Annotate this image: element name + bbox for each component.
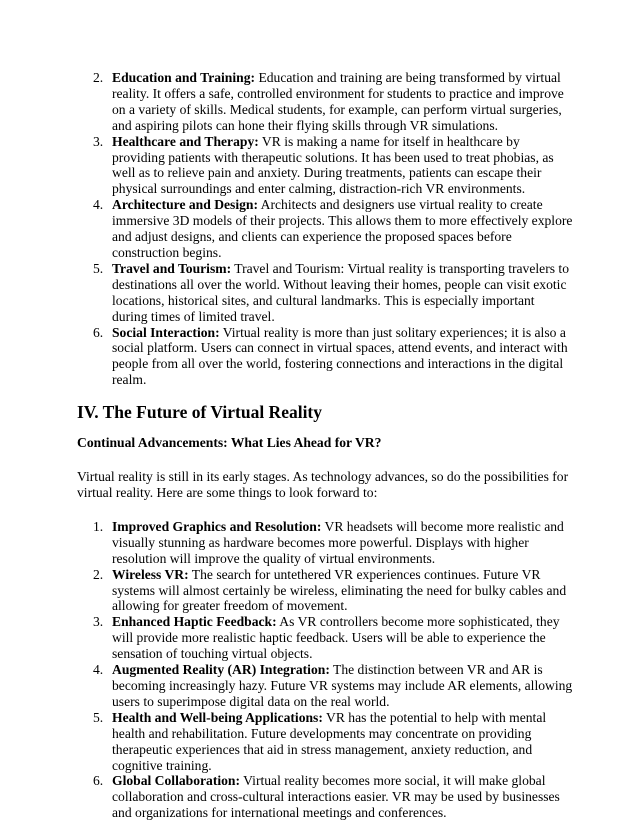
list-item-title: Wireless VR: [112, 566, 189, 582]
list-number: 3. [93, 614, 104, 630]
list-item-text: Virtual reality is more than just solitary experiences; it is also a social platform. Users can connect in virtual spaces, attend events, and interact with people from all over the world, fostering connections and interactions in the digital realm. [112, 324, 568, 388]
list-item-title: Health and Well-being Applications: [112, 709, 323, 725]
intro-paragraph: Virtual reality is still in its early stages. As technology advances, so do the possibilities for virtual reality. Here are some things to look forward to: [77, 469, 569, 501]
list-item [77, 710, 573, 774]
list-item [77, 70, 573, 134]
list-item-title: Social Interaction: [112, 324, 220, 340]
list-item-text: Education and training are being transformed by virtual reality. It offers a safe, controlled environment for students to practice and improve on a variety of skills. Medical students, for example, can perform virtual surgeries, and aspiring pilots can hone their flying skills through VR simulations. [112, 70, 564, 133]
list-item [77, 519, 573, 567]
list-number: 2. [93, 566, 104, 582]
list-item-title: Enhanced Haptic Feedback: [112, 614, 277, 630]
list-number: 4. [93, 662, 104, 678]
list-item [77, 134, 573, 198]
list-item-text: As VR controllers become more sophisticated, they will provide more realistic haptic feedback. Users will be able to experience the sensation of touching virtual objects. [112, 614, 560, 662]
list-item-text: VR is making a name for itself in healthcare by providing patients with therapeutic solutions. It has been used to treat phobias, as well as to relieve pain and anxiety. During treatments, patients can escape their physical surroundings and enter calming, distraction-rich VR environments. [112, 133, 554, 197]
list-item-title: Healthcare and Therapy: [112, 133, 259, 149]
list-item-text: VR headsets will become more realistic and visually stunning as hardware becomes more powerful. Displays with higher resolution will improve the quality of virtual environments. [112, 518, 564, 566]
list-number: 5. [93, 709, 104, 725]
section-heading: IV. The Future of Virtual Reality [77, 402, 323, 423]
list-item-title: Architecture and Design: [112, 197, 258, 213]
list-number: 2. [93, 70, 104, 85]
list-item [77, 773, 573, 821]
list-number: 1. [93, 518, 104, 534]
applications-list [77, 70, 573, 388]
list-number: 3. [93, 133, 104, 149]
list-item [77, 325, 573, 389]
document-page [77, 70, 573, 821]
list-item [77, 567, 573, 615]
future-list [77, 519, 573, 821]
list-item-text: The distinction between VR and AR is becoming increasingly hazy. Future VR systems may include AR elements, allowing users to superimpose digital data on the real world. [112, 662, 573, 709]
list-item-title: Global Collaboration: [112, 773, 241, 789]
list-number: 4. [93, 197, 104, 213]
list-item-text: VR has the potential to help with mental health and rehabilitation. Future developments may concentrate on providing therapeutic experiences that aid in stress management, anxiety reduction, and cognitive training. [112, 709, 547, 773]
list-item-text: The search for untethered VR experiences continues. Future VR systems will almost certainly be wireless, eliminating the need for bulky cables and allowing for greater freedom of movement. [112, 566, 567, 614]
list-item-title: Improved Graphics and Resolution: [112, 518, 322, 534]
list-number: 6. [93, 773, 104, 789]
list-item-title: Travel and Tourism: [112, 260, 232, 276]
list-item [77, 662, 573, 710]
list-item [77, 261, 573, 325]
sub-heading: Continual Advancements: What Lies Ahead for VR? [77, 435, 382, 451]
list-item-title: Augmented Reality (AR) Integration: [112, 662, 330, 678]
list-item-text: Travel and Tourism: Virtual reality is transporting travelers to destinations all over the world. Without leaving their homes, people can visit exotic locations, historical sites, and cultural landmarks. This is especially important during times of limited travel. [112, 260, 569, 324]
list-item [77, 197, 573, 261]
list-item-text: Architects and designers use virtual reality to create immersive 3D models of their projects. This allows them to more effectively explore and adjust designs, and clients can experience the proposed spaces before construction begins. [112, 197, 573, 260]
list-number: 6. [93, 324, 104, 340]
list-number: 5. [93, 260, 104, 276]
list-item-text: Virtual reality becomes more social, it will make global collaboration and cross-cultural interactions easier. VR may be used by businesses and organizations for international meetings and conferences. [112, 773, 560, 821]
list-item [77, 614, 573, 662]
list-item-title: Education and Training: [112, 70, 256, 85]
